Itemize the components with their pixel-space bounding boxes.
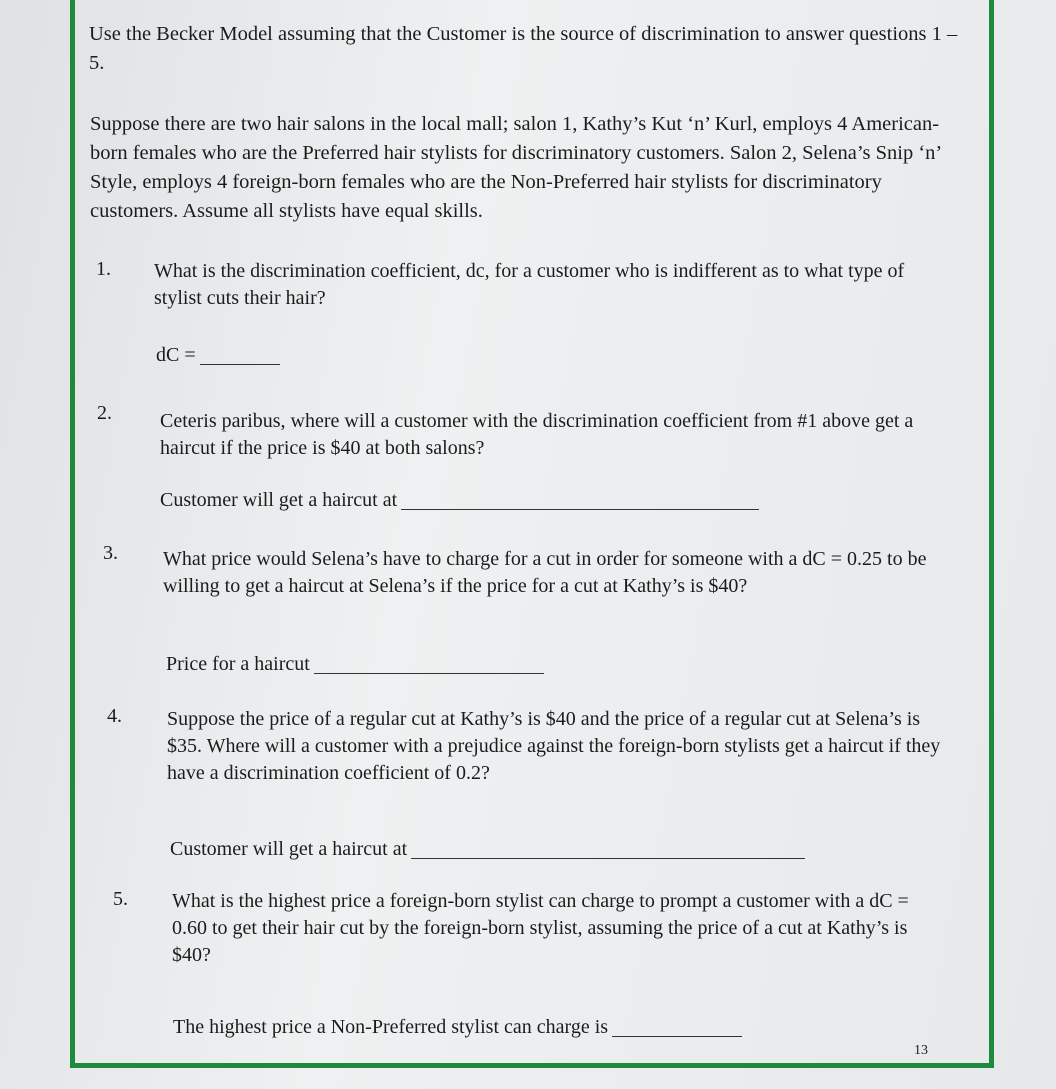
question-3-answer-blank[interactable] — [314, 651, 544, 674]
instructions-text: Use the Becker Model assuming that the Customer is the source of discrimination to answer questions 1 – 5. — [89, 23, 958, 74]
question-1-answer-label: dC = — [156, 344, 196, 366]
question-5-answer-blank[interactable] — [612, 1014, 742, 1037]
question-5-answer-label: The highest price a Non-Preferred stylist can charge is — [173, 1016, 609, 1038]
scenario-text: Suppose there are two hair salons in the local mall; salon 1, Kathy’s Kut ‘n’ Kurl, employs 4 American-born females who are the Preferred hair stylists for discriminatory customers. Salon 2, Selena’s Snip ‘n’ Style, employs 4 foreign-born females who are the Non-Preferred hair stylists for discriminatory customers. Assume all stylists have equal skills. — [90, 113, 941, 222]
question-4-answer-label: Customer will get a haircut at — [170, 838, 408, 860]
question-1-answer-line[interactable] — [156, 342, 280, 367]
question-1-answer-blank[interactable] — [200, 342, 280, 365]
question-2-text: Ceteris paribus, where will a customer with the discrimination coefficient from #1 above get a haircut if the price is $40 at both salons? — [160, 410, 914, 459]
question-3-answer-label: Price for a haircut — [166, 653, 310, 675]
question-1-number: 1. — [96, 258, 111, 280]
question-2-answer-blank[interactable] — [401, 487, 759, 510]
question-2-number: 2. — [97, 402, 112, 424]
question-3-answer-line[interactable] — [166, 651, 544, 676]
question-4-answer-line[interactable] — [170, 836, 805, 861]
question-2-answer-label: Customer will get a haircut at — [160, 489, 398, 511]
question-1-text: What is the discrimination coefficient, dc, for a customer who is indifferent as to what type of stylist cuts their hair? — [154, 260, 905, 309]
question-2-answer-line[interactable] — [160, 487, 759, 512]
question-5-answer-line[interactable] — [173, 1014, 742, 1039]
question-5-number: 5. — [113, 888, 128, 910]
question-4-number: 4. — [107, 705, 122, 727]
page-number: 13 — [914, 1043, 928, 1058]
question-4-text: Suppose the price of a regular cut at Kathy’s is $40 and the price of a regular cut at Selena’s is $35. Where will a customer with a prejudice against the foreign-born stylists get a haircut if they have a discrimination coefficient of 0.2? — [167, 708, 941, 784]
question-4-answer-blank[interactable] — [411, 836, 805, 859]
question-5-text: What is the highest price a foreign-born stylist can charge to prompt a customer with a dC = 0.60 to get their hair cut by the foreign-born stylist, assuming the price of a cut at Kathy’s is $40? — [172, 890, 909, 966]
question-3-text: What price would Selena’s have to charge for a cut in order for someone with a dC = 0.25 to be willing to get a haircut at Selena’s if the price for a cut at Kathy’s is $40? — [163, 548, 927, 597]
question-3-number: 3. — [103, 542, 118, 564]
